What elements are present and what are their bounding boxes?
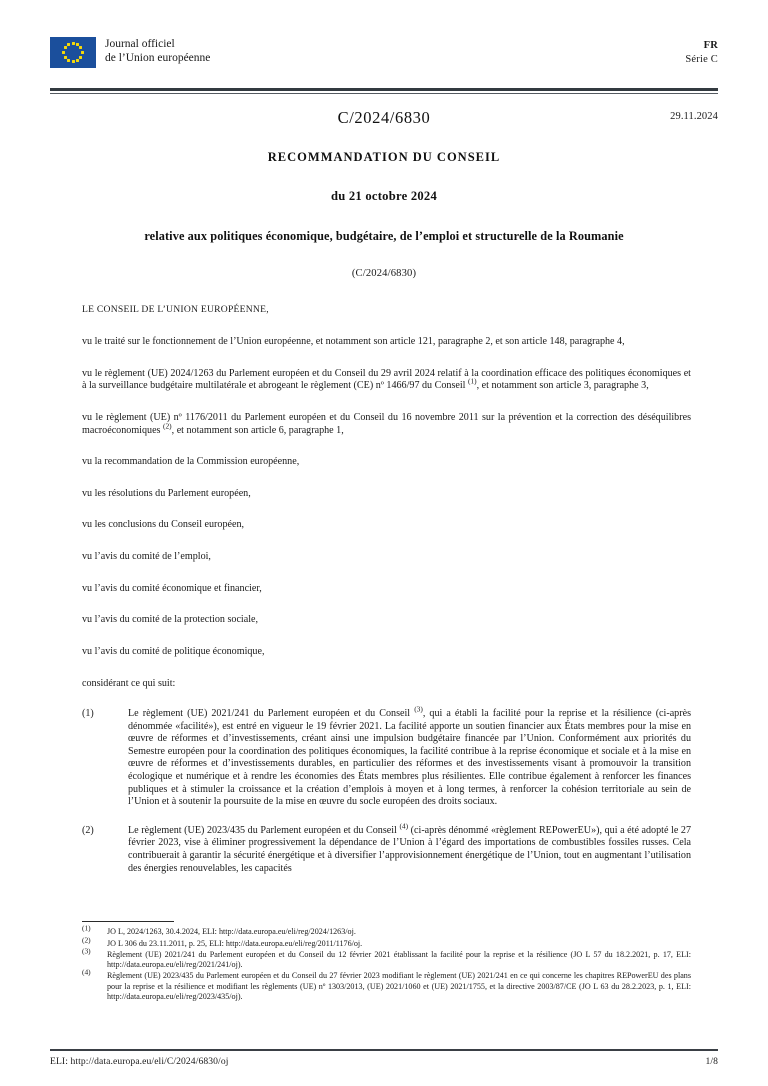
footnote-text[interactable]: Règlement (UE) 2021/241 du Parlement européen et du Conseil du 12 février 2021 établissant la facilité pour la reprise et la résilience (JO L 57 du 18.2.2021, p. 17, ELI: http://data.europa.eu/eli/reg/2021/241/oj). — [107, 949, 691, 970]
footnote-marker: (2) — [82, 935, 91, 945]
preamble-clause: vu l’avis du comité de politique économique, — [82, 645, 265, 657]
preamble-heading: LE CONSEIL DE L’UNION EUROPÉENNE, — [82, 303, 269, 315]
journal-title-line1: Journal officiel — [105, 38, 175, 50]
preamble-clause: vu le traité sur le fonctionnement de l’Union européenne, et notamment son article 121, paragraphe 2, et son article 148, paragraphe 4, — [82, 336, 625, 348]
preamble-clause-list — [82, 336, 691, 658]
eu-star-icon — [67, 43, 70, 46]
masthead-rule-thick — [50, 88, 718, 91]
masthead-rule-thin — [50, 93, 718, 94]
series-label: Série C — [685, 53, 718, 65]
eu-star-icon — [64, 56, 67, 59]
eu-star-icon — [72, 42, 75, 45]
footnote-item — [82, 967, 691, 1002]
title-block — [50, 108, 718, 279]
eu-star-icon — [79, 46, 82, 49]
eu-star-icon — [72, 60, 75, 63]
eu-star-icon — [62, 51, 65, 54]
eu-star-icon — [64, 46, 67, 49]
document-type-heading: RECOMMANDATION DU CONSEIL — [267, 149, 501, 164]
journal-title — [105, 36, 210, 65]
eu-star-icon — [79, 56, 82, 59]
recital-text: Le règlement (UE) 2021/241 du Parlement européen et du Conseil $^{(3)}$, qui a établi la facilité pour la reprise et la résilience (ci-après dénommée «facilité»), est entré en vigueur le 19 février 2021. La facilité apporte un soutien financier aux États membres pour la mise en œuvre de réformes et d’investissements, créant ainsi une impulsion budgétaire financée par l’Union. Conformément aux priorités du Semestre européen pour la coordination des politiques économiques, la facilité contribue à la reprise économique et sociale et à la mise en œuvre de réformes et d’investissements durables, en particulier des réformes et des investissements visant à promouvoir la transition écologique et numérique et à rendre les économies des États membres plus résilientes. Elle contribue également à renforcer les finances publiques et à stimuler la croissance et la création d’emplois à moyen et à long termes, à renforcer la cohésion territoriale au sein de l’Union et à soutenir la poursuite de la mise en œuvre du socle européen des droits sociaux. — [128, 704, 691, 808]
footnote-separator-rule — [82, 921, 174, 922]
document-subject: relative aux politiques économique, budgétaire, de l’emploi et structurelle de la Roumanie — [144, 228, 624, 243]
journal-title-line2: de l’Union européenne — [105, 52, 211, 65]
publication-date: 29.11.2024 — [670, 110, 718, 122]
preamble-clause: vu le règlement (UE) nº 1176/2011 du Parlement européen et du Conseil du 16 novembre 2011 sur la prévention et la correction des déséquilibres macroéconomiques $^{(2)}$, et notamment son article 6, paragraphe 1, — [82, 412, 691, 436]
eu-star-icon — [67, 59, 70, 62]
preamble-clause: vu les résolutions du Parlement européen, — [82, 487, 251, 499]
footnote-reference[interactable]: (1) — [468, 377, 477, 387]
footnotes-block — [82, 921, 691, 1003]
preamble-clause: vu la recommandation de la Commission européenne, — [82, 456, 300, 468]
recital-item — [82, 704, 691, 809]
footnote-text[interactable]: Règlement (UE) 2023/435 du Parlement européen et du Conseil du 27 février 2023 modifiant le règlement (UE) 2021/241 en ce qui concerne les chapitres REPowerEU des plans pour la reprise et la résilience et modifiant les règlements (UE) nº 1303/2013, (UE) 2021/1060 et (UE) 2021/1755, et la directive 2003/87/CE (JO L 63 du 28.2.2023, p. 1, ELI: http://data.europa.eu/eli/reg/2023/435/oj). — [107, 971, 691, 1002]
recital-text: Le règlement (UE) 2023/435 du Parlement européen et du Conseil $^{(4)}$ (ci-après dénommé «règlement REPowerEU»), qui a été adopté le 27 février 2023, vise à éliminer progressivement la dépendance de l’Union à l’égard des importations de combustibles fossiles russes. Cela contribuerait à garantir la sécurité énergétique et à diversifier l’approvisionnement énergétique de l’Union, tout en augmentant l’utilisation des énergies renouvelables, les capacités — [128, 821, 691, 874]
footer-row — [50, 1056, 718, 1067]
preamble-clause: vu l’avis du comité de la protection sociale, — [82, 614, 259, 626]
footnote-marker: (1) — [82, 923, 91, 933]
language-code: FR — [703, 40, 718, 51]
recital-item — [82, 821, 691, 875]
footnote-reference[interactable]: (4) — [399, 821, 409, 831]
masthead — [50, 0, 718, 82]
footnote-marker: (3) — [82, 946, 91, 956]
footnote-text[interactable]: JO L 306 du 23.11.2011, p. 25, ELI: http://data.europa.eu/eli/reg/2011/1176/oj. — [107, 938, 363, 948]
preamble-clause: vu l’avis du comité de l’emploi, — [82, 551, 211, 563]
document-body — [50, 304, 718, 875]
footer-eli-link[interactable]: ELI: http://data.europa.eu/eli/C/2024/6830/oj — [50, 1056, 229, 1067]
footnote-item — [82, 946, 691, 971]
document-adoption-date: du 21 octobre 2024 — [330, 188, 438, 203]
masthead-meta — [685, 36, 718, 66]
footnote-reference[interactable]: (3) — [414, 704, 423, 714]
preamble-clause: vu les conclusions du Conseil européen, — [82, 519, 245, 531]
footnote-marker: (4) — [82, 967, 91, 977]
preamble-clause: vu l’avis du comité économique et financier, — [82, 582, 262, 594]
recital-number: (1) — [82, 707, 94, 719]
footnote-item — [82, 935, 691, 949]
document-id: C/2024/6830 — [337, 107, 431, 127]
considerant-lead-in: considérant ce qui suit: — [82, 678, 176, 690]
recital-number: (2) — [82, 824, 94, 836]
footnote-reference[interactable]: (2) — [163, 421, 172, 431]
eu-star-icon — [76, 59, 79, 62]
page-number: 1/8 — [705, 1056, 718, 1067]
eu-star-icon — [81, 51, 84, 54]
footer-rule — [50, 1049, 718, 1051]
page-footer — [50, 1049, 718, 1067]
footnote-rows — [82, 923, 691, 1002]
preamble-clause: vu le règlement (UE) 2024/1263 du Parlement européen et du Conseil du 29 avril 2024 relatif à la coordination efficace des politiques économiques et à la surveillance budgétaire multilatérale et abrogeant le règlement (CE) nº 1466/97 du Conseil $^{(1)}$, et notamment son article 3, paragraphe 3, — [82, 367, 691, 392]
footnote-item — [82, 923, 691, 937]
eu-flag-icon — [50, 37, 96, 68]
footnote-text[interactable]: JO L, 2024/1263, 30.4.2024, ELI: http://data.europa.eu/eli/reg/2024/1263/oj. — [107, 927, 356, 937]
document-reference: (C/2024/6830) — [351, 267, 417, 279]
recital-list — [82, 704, 691, 875]
masthead-branding — [50, 36, 210, 68]
